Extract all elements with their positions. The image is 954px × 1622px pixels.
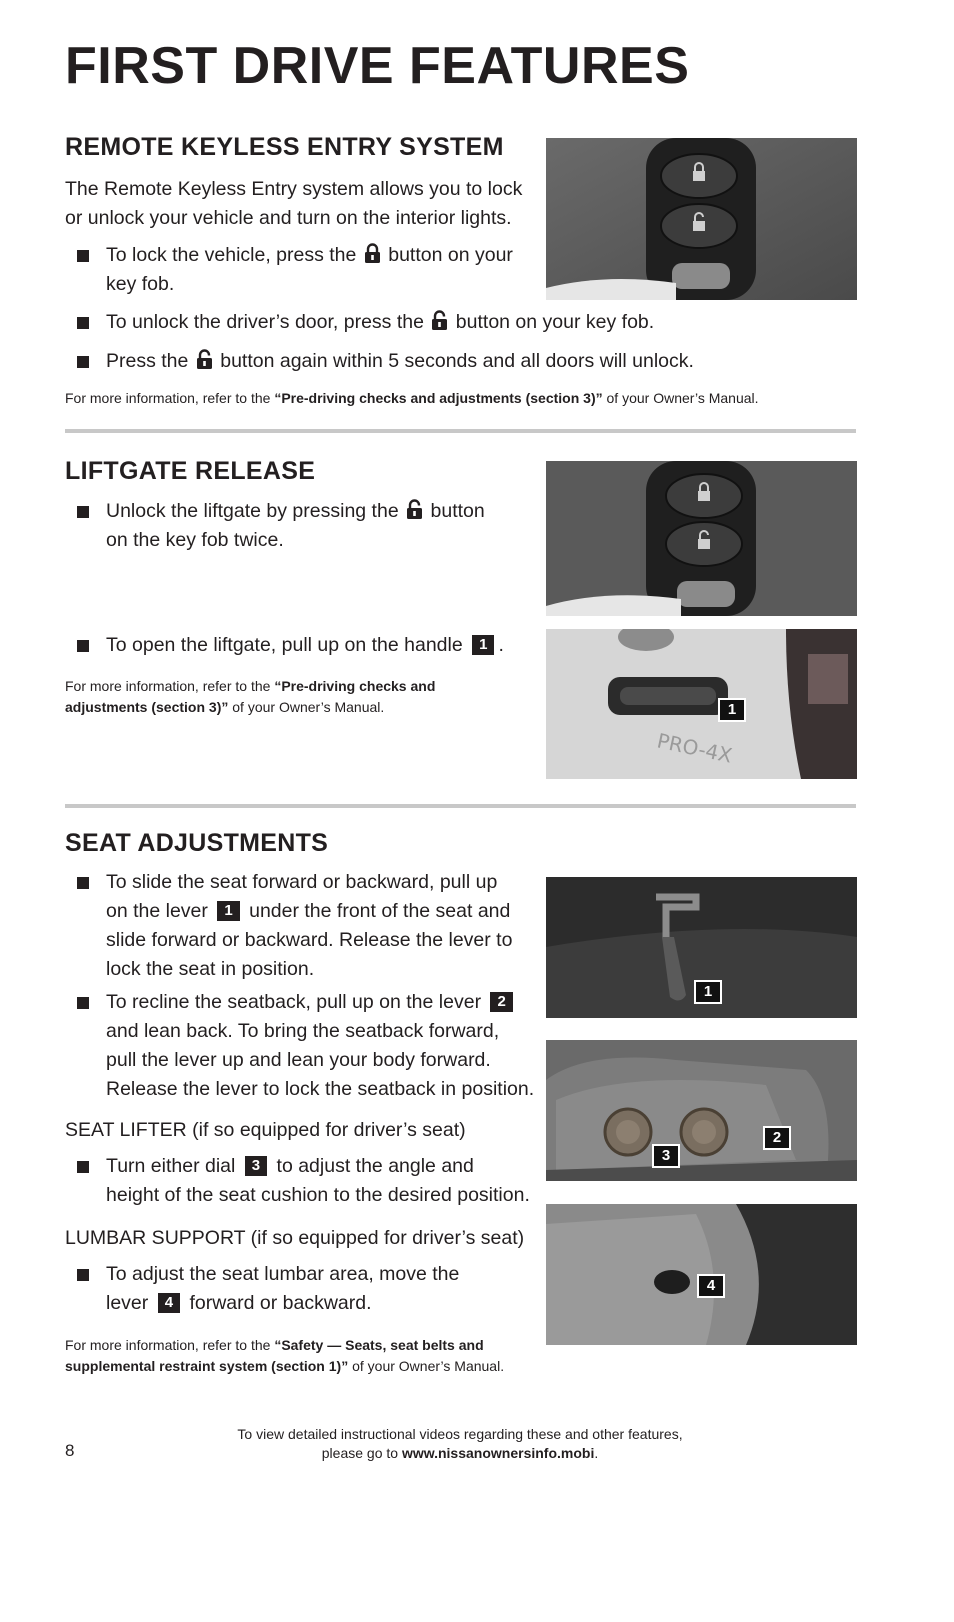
liftgate-heading: LIFTGATE RELEASE — [65, 457, 316, 485]
liftgate-unlock-bullet: Unlock the liftgate by pressing the button on the key fob twice. — [106, 497, 526, 555]
liftgate-reference: For more information, refer to the “Pre-driving checks and adjustments (section 3)” of your Owner’s Manual. — [65, 678, 436, 715]
bullet-square — [77, 356, 89, 368]
seat-heading: SEAT ADJUSTMENTS — [65, 829, 329, 857]
owners-info-link[interactable]: www.nissanownersinfo.mobi — [401, 1445, 595, 1461]
seat-lifter-bullet: Turn either dial 3 to adjust the angle and height of the seat cushion to the desired position. — [106, 1152, 546, 1210]
liftgate-open-bullet: To open the liftgate, pull up on the handle 1 . — [106, 631, 536, 660]
section-divider — [65, 429, 856, 433]
callout-badge: 3 — [652, 1144, 680, 1168]
callout-badge: 4 — [697, 1274, 725, 1298]
lock-icon — [364, 243, 381, 264]
seat-lifter-label: SEAT LIFTER (if so equipped for driver’s seat) — [65, 1119, 466, 1141]
unlock-icon — [406, 499, 423, 520]
seat-slide-lever-photo — [546, 877, 857, 1018]
bullet-square — [77, 640, 89, 652]
svg-text:PRO-4X: PRO-4X — [654, 728, 735, 768]
bullet-square — [77, 997, 89, 1009]
remote-keyless-intro — [65, 175, 535, 233]
remote-keyless-heading: REMOTE KEYLESS ENTRY SYSTEM — [65, 133, 504, 161]
lumbar-bullet: To adjust the seat lumbar area, move the lever 4 forward or backward. — [106, 1260, 546, 1318]
liftgate-handle-photo — [546, 629, 857, 779]
seat-slide-bullet: To slide the seat forward or backward, pull up on the lever 1 under the front of the seat and slide forward or backward. Release the lever to lock the seat in position. — [106, 868, 546, 984]
intro-line-1: The Remote Keyless Entry system allows you to lock — [65, 178, 523, 200]
seat-dials-photo — [546, 1040, 857, 1181]
key-fob-photo — [546, 138, 857, 300]
remote-keyless-reference: For more information, refer to the “Pre-driving checks and adjustments (section 3)” of your Owner’s Manual. — [65, 390, 759, 406]
callout-badge: 1 — [718, 698, 746, 722]
seat-recline-bullet: To recline the seatback, pull up on the lever 2 and lean back. To bring the seatback forward, pull the lever up and lean your body forward. Release the lever to lock the seatback in position. — [106, 988, 546, 1104]
unlock-icon — [196, 349, 213, 370]
callout-badge: 2 — [763, 1126, 791, 1150]
page-title: FIRST DRIVE FEATURES — [65, 37, 690, 95]
lumbar-lever-photo — [546, 1204, 857, 1345]
callout-badge: 1 — [472, 635, 494, 655]
unlock-all-bullet: Press the button again within 5 seconds and all doors will unlock. — [106, 347, 806, 376]
lumbar-support-label: LUMBAR SUPPORT (if so equipped for driver’s seat) — [65, 1227, 525, 1249]
bullet-square — [77, 250, 89, 262]
unlock-icon — [431, 310, 448, 331]
key-fob-photo-liftgate — [546, 461, 857, 616]
unlock-driver-bullet: To unlock the driver’s door, press the button on your key fob. — [106, 308, 806, 337]
section-divider — [65, 804, 856, 808]
seat-reference: For more information, refer to the “Safety — Seats, seat belts and supplemental restraint system (section 1)” of your Owner’s Manual. — [65, 1337, 505, 1374]
lock-bullet: To lock the vehicle, press the button on your key fob. — [106, 241, 536, 299]
bullet-square — [77, 506, 89, 518]
callout-badge: 1 — [217, 901, 239, 921]
intro-line-2: or unlock your vehicle and turn on the interior lights. — [65, 207, 512, 229]
callout-badge: 3 — [245, 1156, 267, 1176]
bullet-square — [77, 317, 89, 329]
callout-badge: 1 — [694, 980, 722, 1004]
bullet-square — [77, 877, 89, 889]
bullet-square — [77, 1269, 89, 1281]
callout-badge: 4 — [158, 1293, 180, 1313]
page-number: 8 — [65, 1441, 75, 1460]
bullet-square — [77, 1161, 89, 1173]
callout-badge: 2 — [490, 992, 512, 1012]
footer-note: To view detailed instructional videos regarding these and other features, please go to www.nissanownersinfo.mobi. — [237, 1426, 683, 1461]
